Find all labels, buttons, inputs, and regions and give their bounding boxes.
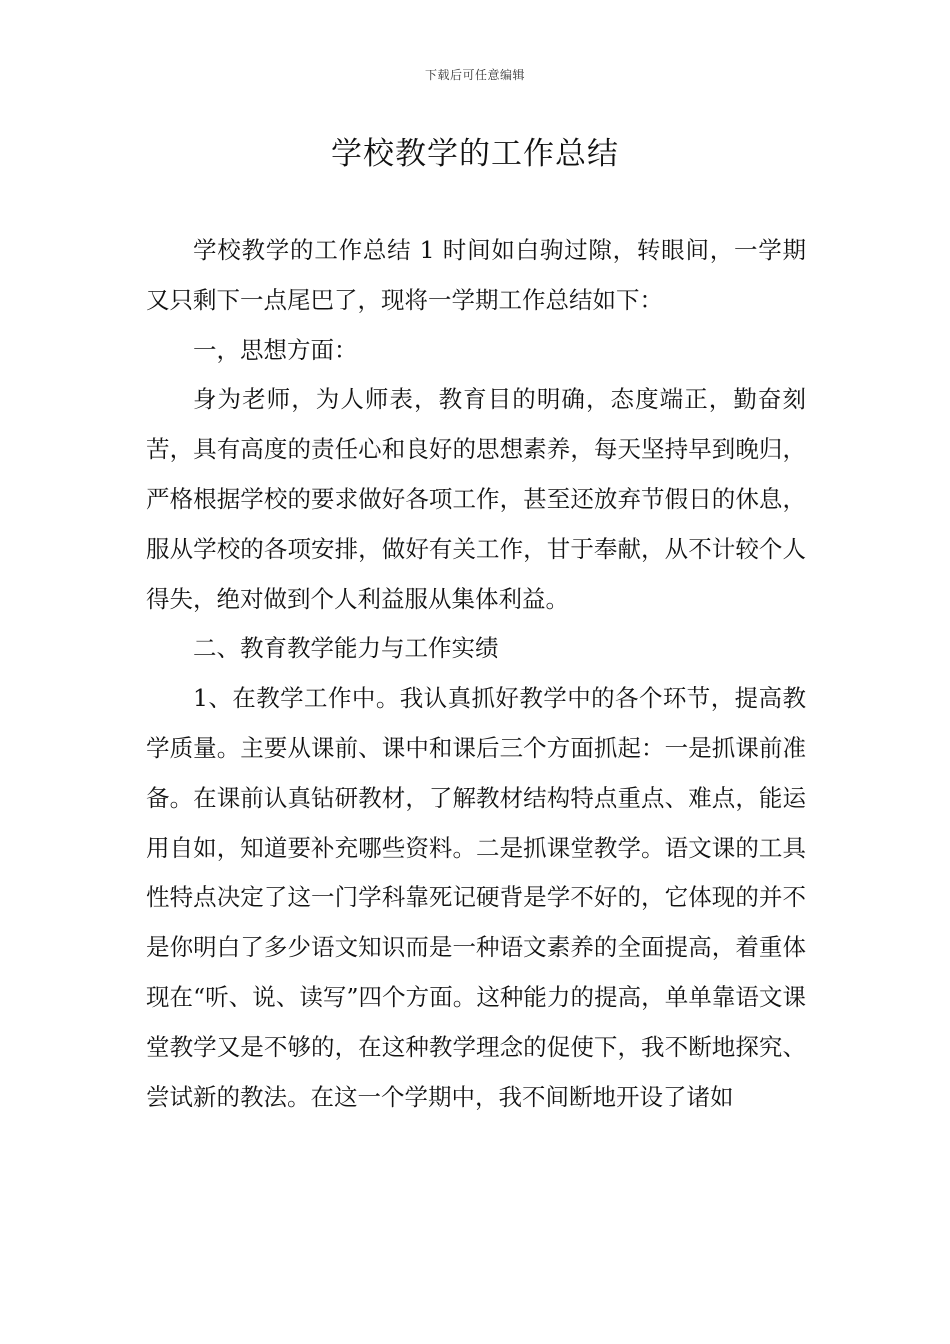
document-body <box>146 226 806 1122</box>
paragraph-thought: 身为老师，为人师表，教育目的明确，态度端正，勤奋刻苦，具有高度的责任心和良好的思想素养，每天坚持早到晚归，严格根据学校的要求做好各项工作，甚至还放弃节假日的休息，服从学校的各项安排，做好有关工作，甘于奉献，从不计较个人得失，绝对做到个人利益服从集体利益。 <box>146 385 806 613</box>
header-note: 下载后可任意编辑 <box>424 68 525 82</box>
paragraph-intro: 学校教学的工作总结 1 时间如白驹过隙，转眼间，一学期又只剩下一点尾巴了，现将一学期工作总结如下： <box>146 236 806 314</box>
paragraph-teaching: 1、在教学工作中。我认真抓好教学中的各个环节，提高教学质量。主要从课前、课中和课后三个方面抓起：一是抓课前准备。在课前认真钻研教材，了解教材结构特点重点、难点，能运用自如，知道要补充哪些资料。二是抓课堂教学。语文课的工具性特点决定了这一门学科靠死记硬背是学不好的，它体现的并不是你明白了多少语文知识而是一种语文素养的全面提高，着重体现在“听、说、读写”四个方面。这种能力的提高，单单靠语文课堂教学又是不够的，在这种教学理念的促使下，我不断地探究、尝试新的教法。在这一个学期中，我不间断地开设了诸如 <box>146 684 806 1111</box>
document-title: 学校教学的工作总结 <box>331 136 619 172</box>
section-heading-thought: 一，思想方面： <box>193 335 358 364</box>
section-heading-teaching: 二、教育教学能力与工作实绩 <box>193 634 499 663</box>
